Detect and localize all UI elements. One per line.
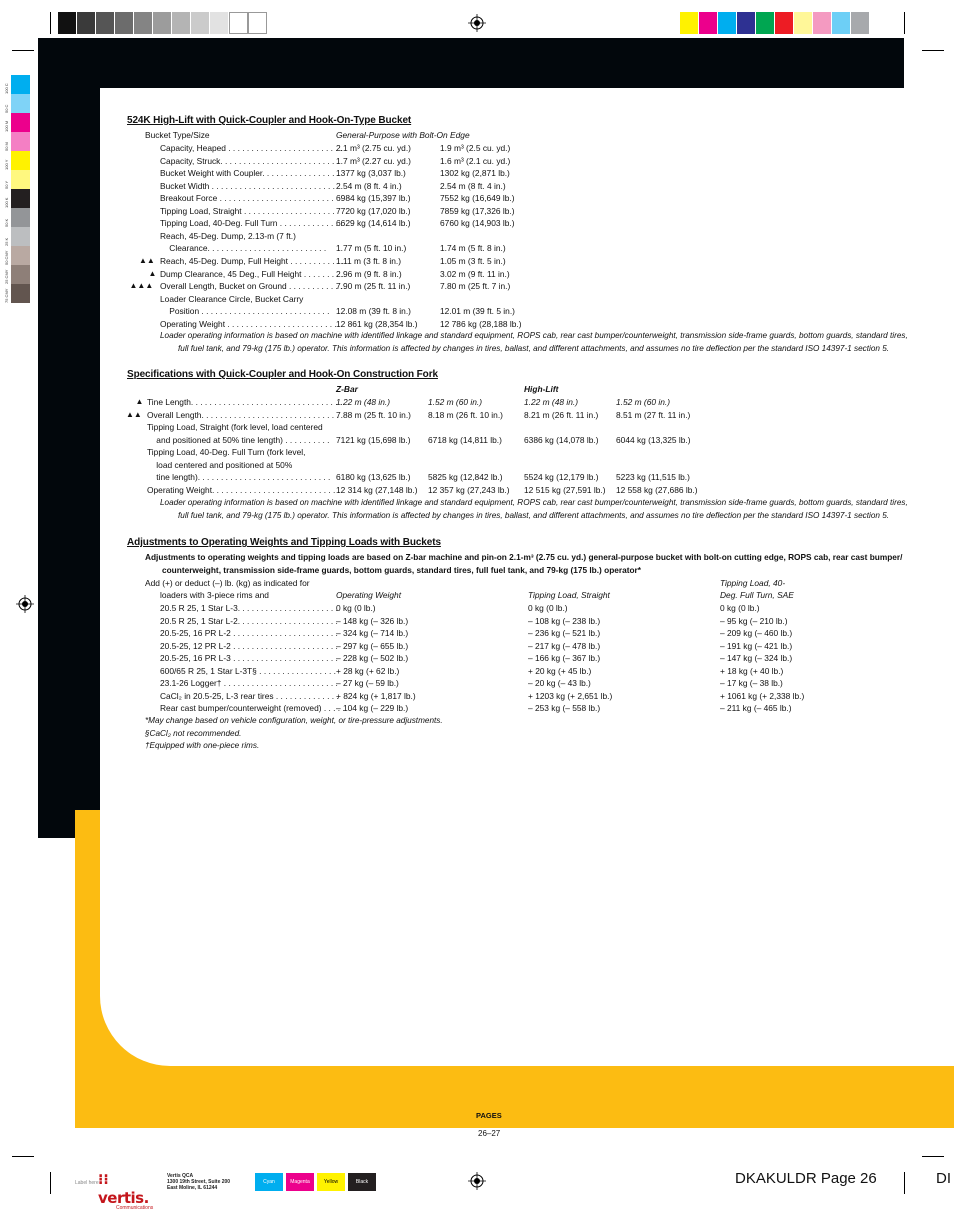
- vertis-logo: [98, 1171, 160, 1211]
- side-swatch-label: 50 Y: [4, 180, 9, 189]
- spec-value-2: 1.9 m³ (2.5 cu. yd.): [440, 143, 511, 153]
- fork-label: Overall Length. . . . . . . . . . . . . . . . . . . . . . . . . . . . . .: [147, 409, 339, 420]
- side-swatch-label: 50 K: [4, 218, 9, 227]
- fork-zbar-60: 6718 kg (14,811 lb.): [428, 434, 502, 445]
- adjust-tipping-straight: 0 kg (0 lb.): [528, 603, 568, 613]
- adjust-operating-weight: + 28 kg (+ 62 lb.): [336, 665, 400, 676]
- section1-note-line2: full fuel tank, and 79-kg (175 lb.) operator. This information is affected by changes in tires, ballast, and different attachments, and assumes no tire deflection per the standard ISO 14397-1 section 5.: [178, 344, 890, 353]
- adjust-tipping-straight: – 253 kg (– 558 lb.): [528, 703, 601, 714]
- col-tipping-load-straight: Tipping Load, Straight: [528, 590, 610, 600]
- spec-value-1: 1.11 m (3 ft. 8 in.): [336, 255, 402, 266]
- side-swatch-label: 100 K: [4, 197, 9, 208]
- fork-highlift-60: 6044 kg (13,325 lb.): [616, 434, 691, 445]
- spec-label: Position . . . . . . . . . . . . . . . . . . . . . . . . . . . .: [160, 306, 330, 317]
- adjust-label: 600/65 R 25, 1 Star L-3T§ . . . . . . . . . . . . . . . . .: [160, 665, 336, 676]
- spec-label: Reach, 45-Deg. Dump, 2.13-m (7 ft.): [160, 230, 296, 241]
- spec-value-2: 6760 kg (14,903 lb.): [440, 218, 515, 229]
- col-operating-weight: Operating Weight: [336, 590, 402, 600]
- slug-address-1: Vertis QCA: [167, 1173, 194, 1179]
- row-marker: ▲▲▲: [129, 281, 154, 291]
- slug-small-left: Label here: [75, 1180, 99, 1186]
- fork-highlift-48: 6386 kg (14,078 lb.): [524, 434, 599, 445]
- row-marker: ▲: [135, 397, 144, 406]
- adjust-label: 23.1-26 Logger† . . . . . . . . . . . . . . . . . . . . . . . . .: [160, 678, 338, 689]
- side-swatch-label: 25 K: [4, 237, 9, 246]
- spec-label: Reach, 45-Deg. Dump, Full Height . . . . . . . . . . . .: [160, 255, 344, 266]
- fork-label: tine length). . . . . . . . . . . . . . . . . . . . . . . . . . . . .: [147, 472, 331, 483]
- adjust-tipping-full-turn: – 95 kg (– 210 lb.): [720, 615, 788, 626]
- fork-label: Operating Weight. . . . . . . . . . . . . . . . . . . . . . . . . . . .: [147, 484, 340, 495]
- fork-highlift-60: 5223 kg (11,515 lb.): [616, 472, 690, 483]
- fork-zbar-48: 7121 kg (15,698 lb.): [336, 434, 411, 445]
- adjust-tipping-full-turn: – 209 kg (– 460 lb.): [720, 628, 793, 639]
- adjust-tipping-full-turn: – 147 kg (– 324 lb.): [720, 653, 793, 664]
- spec-label: Bucket Weight with Coupler. . . . . . . . . . . . . . . . .: [160, 168, 340, 179]
- spec-value-2: 1.6 m³ (2.1 cu. yd.): [440, 155, 511, 166]
- section2-note-line2: full fuel tank, and 79-kg (175 lb.) operator. This information is affected by changes in tires, ballast, and different attachments, and assumes no tire deflection per the standard ISO 14397-1 section 5.: [178, 511, 890, 520]
- job-slug: DKAKULDR Page 26: [735, 1170, 877, 1187]
- section1-note-line1: Loader operating information is based on machine with identified linkage and standard equipment, ROPS cab, rear cast bumper/counterweight, transmission side-frame guards, bottom guards, standard tires,: [160, 331, 908, 340]
- adjust-operating-weight: – 104 kg (– 229 lb.): [336, 703, 409, 714]
- adjust-tipping-straight: + 20 kg (+ 45 lb.): [528, 665, 592, 676]
- footnote-3: †Equipped with one-piece rims.: [145, 741, 260, 750]
- adjust-tipping-straight: – 108 kg (– 238 lb.): [528, 615, 601, 626]
- adjust-tipping-full-turn: – 211 kg (– 465 lb.): [720, 703, 792, 714]
- fork-highlift-48: 12 515 kg (27,591 lb.): [524, 484, 606, 495]
- side-swatch-label: 50 M: [4, 142, 9, 151]
- side-swatch-label: 25 CMY: [4, 269, 9, 284]
- spec-label: Loader Clearance Circle, Bucket Carry: [160, 293, 304, 304]
- spec-value-2: 1.74 m (5 ft. 8 in.): [440, 243, 506, 254]
- section3-lead-line1: Add (+) or deduct (–) lb. (kg) as indicated for: [145, 578, 310, 588]
- vertis-brand-sub: Communications: [116, 1205, 154, 1211]
- spec-value-1: 12.08 m (39 ft. 8 in.): [336, 306, 411, 317]
- adjust-label: 20.5 R 25, 1 Star L-3. . . . . . . . . . . . . . . . . . . . . .: [160, 603, 338, 613]
- row-marker: ▲▲: [139, 255, 155, 265]
- adjust-label: CaCl₂ in 20.5-25, L-3 rear tires . . . . . . . . . . . . . .: [160, 690, 339, 701]
- adjust-label: 20.5-25, 16 PR L-2 . . . . . . . . . . . . . . . . . . . . . . .: [160, 628, 338, 639]
- fork-zbar-60: 1.52 m (60 in.): [428, 397, 482, 407]
- fork-zbar-48: 1.22 m (48 in.): [336, 397, 390, 407]
- spec-value-2: 12.01 m (39 ft. 5 in.): [440, 306, 515, 317]
- side-swatch-label: 50 C: [4, 104, 9, 113]
- adjust-operating-weight: – 27 kg (– 59 lb.): [336, 678, 399, 689]
- bucket-type-value: General-Purpose with Bolt-On Edge: [336, 130, 470, 140]
- fork-zbar-60: 5825 kg (12,842 lb.): [428, 472, 503, 483]
- col-tipping-load-full-turn-2: Deg. Full Turn, SAE: [720, 590, 794, 600]
- spec-value-1: 2.1 m³ (2.75 cu. yd.): [336, 143, 411, 153]
- fork-highlift-60: 8.51 m (27 ft. 11 in.): [616, 409, 691, 420]
- ink-magenta: Magenta: [286, 1173, 314, 1191]
- side-swatch-label: 50 CMY: [4, 250, 9, 265]
- spec-value-1: 1377 kg (3,037 lb.): [336, 168, 406, 179]
- fork-zbar-60: 12 357 kg (27,243 lb.): [428, 484, 510, 495]
- side-swatch-label: 100 C: [4, 83, 9, 94]
- ink-yellow: Yellow: [317, 1173, 345, 1191]
- job-slug-cut: DI: [936, 1170, 951, 1187]
- spec-label: Tipping Load, Straight . . . . . . . . . . . . . . . . . . . .: [160, 205, 335, 216]
- spec-label: Capacity, Struck. . . . . . . . . . . . . . . . . . . . . . . . . .: [160, 155, 340, 166]
- slug-address-2: 1300 19th Street, Suite 200: [167, 1179, 231, 1185]
- spec-value-2: 1302 kg (2,871 lb.): [440, 168, 510, 179]
- spec-value-1: 1.7 m³ (2.27 cu. yd.): [336, 155, 411, 166]
- section3-intro-line1: Adjustments to operating weights and tipping loads are based on Z-bar machine and pin-on 2.1-m³ (2.75 cu. yd.) general-purpose bucket with bolt-on cutting edge, ROPS cab, rear cast bumper/: [145, 552, 903, 562]
- adjust-tipping-straight: – 217 kg (– 478 lb.): [528, 640, 601, 651]
- section1-title: 524K High-Lift with Quick-Coupler and Hook-On-Type Bucket: [127, 115, 412, 126]
- col-tipping-load-full-turn-1: Tipping Load, 40-: [720, 578, 786, 588]
- spec-label: Tipping Load, 40-Deg. Full Turn . . . . . . . . . . . . . .: [160, 218, 343, 229]
- footnote-1: *May change based on vehicle configuration, weight, or tire-pressure adjustments.: [145, 716, 443, 725]
- spec-label: Overall Length, Bucket on Ground . . . . . . . . . . . .: [160, 281, 343, 292]
- fork-label: Tine Length. . . . . . . . . . . . . . . . . . . . . . . . . . . . . . . . .: [147, 397, 343, 407]
- adjust-tipping-full-turn: + 18 kg (+ 40 lb.): [720, 665, 784, 676]
- spec-value-1: 6984 kg (15,397 lb.): [336, 193, 411, 204]
- adjust-tipping-straight: – 166 kg (– 367 lb.): [528, 653, 601, 664]
- adjust-tipping-full-turn: – 191 kg (– 421 lb.): [720, 640, 793, 651]
- slug-address-3: East Moline, IL 61244: [167, 1185, 218, 1191]
- side-swatch-label: 100 Y: [4, 159, 9, 170]
- col-zbar: Z-Bar: [336, 384, 358, 394]
- spec-value-2: 3.02 m (9 ft. 11 in.): [440, 268, 510, 279]
- adjust-label: Rear cast bumper/counterweight (removed) . . . . .: [160, 703, 345, 714]
- spec-value-2: 1.05 m (3 ft. 5 in.): [440, 255, 506, 266]
- spec-value-1: 2.54 m (8 ft. 4 in.): [336, 180, 402, 191]
- spec-label: Capacity, Heaped . . . . . . . . . . . . . . . . . . . . . . . . .: [160, 143, 343, 153]
- spec-value-2: 7.80 m (25 ft. 7 in.): [440, 281, 511, 292]
- adjust-label: 20.5-25, 16 PR L-3 . . . . . . . . . . . . . . . . . . . . . . .: [160, 653, 338, 664]
- col-highlift: High-Lift: [524, 384, 559, 394]
- fork-label: Tipping Load, Straight (fork level, load centered: [147, 422, 323, 433]
- fork-highlift-48: 8.21 m (26 ft. 11 in.): [524, 409, 599, 420]
- spec-value-1: 6629 kg (14,614 lb.): [336, 218, 411, 229]
- spec-label: Clearance. . . . . . . . . . . . . . . . . . . . . . . . . .: [160, 243, 327, 254]
- vertis-brand: vertis.: [98, 1189, 149, 1207]
- fork-label: load centered and positioned at 50%: [147, 459, 293, 470]
- adjust-tipping-straight: – 20 kg (– 43 lb.): [528, 678, 591, 689]
- adjust-tipping-full-turn: 0 kg (0 lb.): [720, 603, 760, 613]
- adjust-tipping-straight: – 236 kg (– 521 lb.): [528, 628, 601, 639]
- spec-value-2: 12 786 kg (28,188 lb.): [440, 318, 522, 329]
- adjust-operating-weight: – 297 kg (– 655 lb.): [336, 640, 409, 651]
- spec-label: Dump Clearance, 45 Deg., Full Height . . . . . . . . .: [160, 268, 344, 279]
- adjust-label: 20.5-25, 12 PR L-2 . . . . . . . . . . . . . . . . . . . . . . .: [160, 640, 338, 651]
- spec-value-2: 7552 kg (16,649 lb.): [440, 193, 515, 204]
- adjust-tipping-straight: + 1203 kg (+ 2,651 lb.): [528, 690, 613, 701]
- fork-highlift-60: 1.52 m (60 in.): [616, 397, 670, 407]
- adjust-operating-weight: – 324 kg (– 714 lb.): [336, 628, 409, 639]
- spec-label: Operating Weight . . . . . . . . . . . . . . . . . . . . . . . .: [160, 318, 337, 329]
- fork-label: and positioned at 50% tine length) . . . . . . . . . .: [147, 434, 330, 445]
- ink-black: Black: [348, 1173, 376, 1191]
- vertis-dots-icon: ⁝⁝: [98, 1171, 109, 1187]
- spec-value-1: 12 861 kg (28,354 lb.): [336, 318, 418, 329]
- fork-highlift-48: 5524 kg (12,179 lb.): [524, 472, 599, 483]
- spec-value-1: 1.77 m (5 ft. 10 in.): [336, 243, 407, 254]
- bucket-type-label: Bucket Type/Size: [145, 130, 210, 140]
- spec-label: Bucket Width . . . . . . . . . . . . . . . . . . . . . . . . . . .: [160, 180, 335, 191]
- spec-value-2: 7859 kg (17,326 lb.): [440, 205, 515, 216]
- row-marker: ▲: [148, 268, 157, 278]
- side-swatch-label: 75 CMY: [4, 288, 9, 303]
- section2-note-line1: Loader operating information is based on machine with identified linkage and standard equipment, ROPS cab, rear cast bumper/counterweight, transmission side-frame guards, bottom guards, standard tires,: [160, 498, 908, 507]
- adjust-operating-weight: + 824 kg (+ 1,817 lb.): [336, 690, 416, 701]
- pages-label: PAGES: [476, 1111, 502, 1120]
- spec-value-1: 7.90 m (25 ft. 11 in.): [336, 281, 411, 292]
- spec-label: Breakout Force . . . . . . . . . . . . . . . . . . . . . . . . .: [160, 193, 334, 204]
- pages-range: 26–27: [478, 1129, 501, 1138]
- section3-title: Adjustments to Operating Weights and Tipping Loads with Buckets: [127, 537, 441, 548]
- fork-zbar-48: 6180 kg (13,625 lb.): [336, 472, 411, 483]
- spec-value-1: 2.96 m (9 ft. 8 in.): [336, 268, 402, 279]
- fork-zbar-48: 7.88 m (25 ft. 10 in.): [336, 409, 411, 420]
- spec-value-2: 2.54 m (8 ft. 4 in.): [440, 180, 506, 191]
- row-marker: ▲▲: [126, 409, 142, 419]
- adjust-label: 20.5 R 25, 1 Star L-2. . . . . . . . . . . . . . . . . . . . . .: [160, 615, 338, 626]
- adjust-operating-weight: – 148 kg (– 326 lb.): [336, 615, 409, 626]
- fork-zbar-60: 8.18 m (26 ft. 10 in.): [428, 409, 503, 420]
- adjust-tipping-full-turn: – 17 kg (– 38 lb.): [720, 678, 783, 689]
- fork-highlift-60: 12 558 kg (27,686 lb.): [616, 484, 698, 495]
- side-swatch-label: 100 M: [4, 120, 9, 132]
- fork-zbar-48: 12 314 kg (27,148 lb.): [336, 484, 418, 495]
- fork-label: Tipping Load, 40-Deg. Full Turn (fork level,: [147, 447, 306, 458]
- section2-title: Specifications with Quick-Coupler and Hook-On Construction Fork: [127, 369, 438, 380]
- spec-value-1: 7720 kg (17,020 lb.): [336, 205, 411, 216]
- section3-intro-line2: counterweight, transmission side-frame guards, bottom guards, standard tires, full fuel tank, and 79-kg (175 lb.) operator*: [162, 565, 642, 575]
- adjust-operating-weight: – 228 kg (– 502 lb.): [336, 653, 409, 664]
- adjust-operating-weight: 0 kg (0 lb.): [336, 603, 376, 613]
- section3-lead-line2: loaders with 3-piece rims and: [160, 590, 269, 600]
- adjust-tipping-full-turn: + 1061 kg (+ 2,338 lb.): [720, 690, 805, 701]
- fork-highlift-48: 1.22 m (48 in.): [524, 397, 578, 407]
- ink-cyan: Cyan: [255, 1173, 283, 1191]
- footnote-2: §CaCl₂ not recommended.: [145, 729, 242, 738]
